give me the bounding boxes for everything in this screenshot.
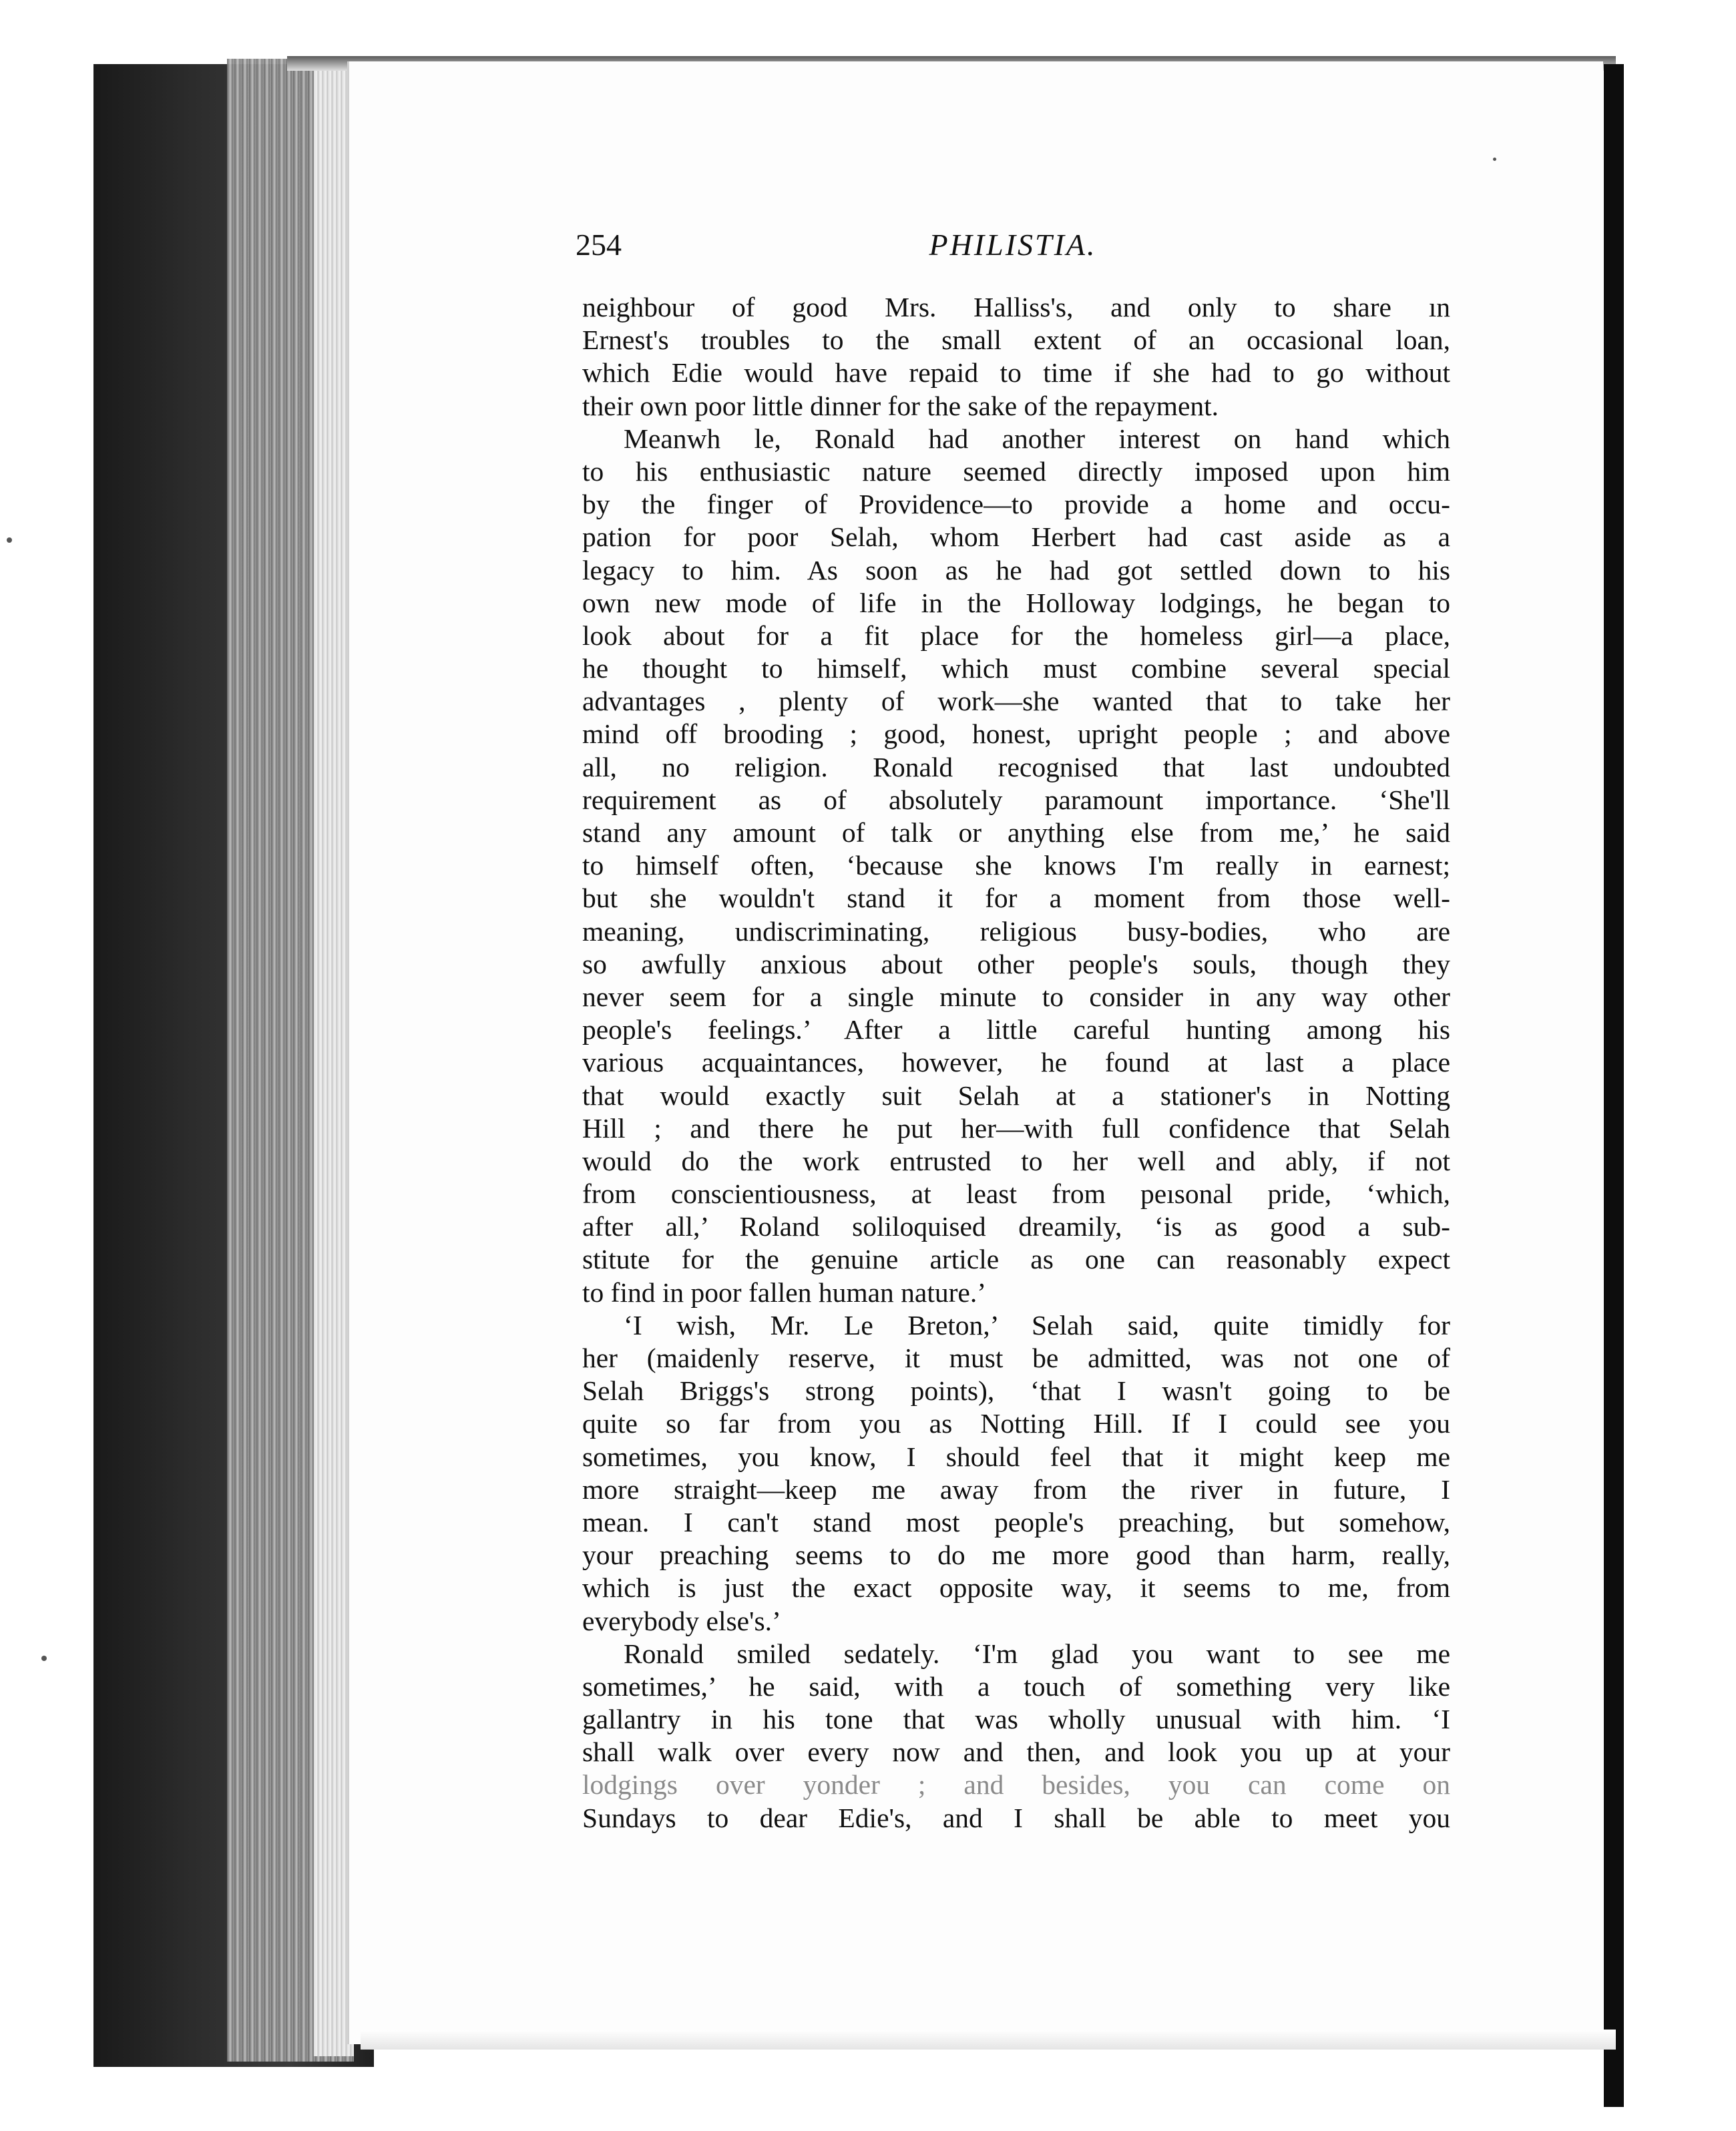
scan-speck	[7, 537, 12, 543]
text-line: to find in poor fallen human nature.’	[582, 1276, 987, 1308]
text-line: never seem for a single minute to consider in any way other	[582, 981, 1450, 1012]
text-line: neighbour of good Mrs. Halliss's, and only to share ın	[582, 292, 1450, 322]
text-line: Ronald smiled sedately. ‘I'm glad you want to see me	[624, 1638, 1450, 1669]
text-line: Sundays to dear Edie's, and I shall be able to meet you	[582, 1802, 1450, 1833]
text-line: everybody else's.’	[582, 1605, 781, 1636]
scan-speck	[41, 1656, 47, 1661]
text-line: advantages , plenty of work—she wanted that to take her	[582, 686, 1450, 717]
page-header	[576, 227, 1450, 274]
body-text	[582, 291, 1450, 1835]
text-line: look about for a fit place for the homeless girl—a place,	[582, 620, 1450, 651]
text-line: more straight—keep me away from the river in future, I	[582, 1473, 1450, 1505]
text-line: mind off brooding ; good, honest, upright people ; and above	[582, 718, 1450, 750]
text-line: sometimes, you know, I should feel that it might keep me	[582, 1441, 1450, 1472]
text-line: her (maidenly reserve, it must be admitted, was not one of	[582, 1343, 1450, 1373]
text-line: their own poor little dinner for the sake of the repayment.	[582, 390, 1219, 421]
text-line: so awfully anxious about other people's souls, though they	[582, 948, 1450, 979]
text-line: pation for poor Selah, whom Herbert had cast aside as a	[582, 521, 1450, 553]
text-line: mean. I can't stand most people's preaching, but somehow,	[582, 1506, 1450, 1537]
facing-page-edge	[1604, 64, 1624, 2107]
text-line: quite so far from you as Notting Hill. If I could see you	[582, 1408, 1450, 1439]
text-line: lodgings over yonder ; and besides, you can come on	[582, 1769, 1450, 1801]
text-line: stitute for the genuine article as one can reasonably expect	[582, 1244, 1450, 1275]
text-line: meaning, undiscriminating, religious busy-bodies, who are	[582, 915, 1450, 947]
running-title: PHILISTIA.	[929, 228, 1097, 262]
text-line: Ernest's troubles to the small extent of an occasional loan,	[582, 324, 1450, 356]
text-line: shall walk over every now and then, and look you up at your	[582, 1736, 1450, 1768]
text-line: Hill ; and there he put her—with full confidence that Selah	[582, 1112, 1450, 1144]
text-line: legacy to him. As soon as he had got settled down to his	[582, 554, 1450, 585]
text-line: to his enthusiastic nature seemed directly imposed upon him	[582, 455, 1450, 487]
text-line: all, no religion. Ronald recognised that last undoubted	[582, 751, 1450, 782]
text-line: your preaching seems to do me more good than harm, really,	[582, 1540, 1450, 1571]
text-line: sometimes,’ he said, with a touch of something very like	[582, 1670, 1450, 1702]
text-line: gallantry in his tone that was wholly unusual with him. ‘I	[582, 1704, 1450, 1735]
text-line: requirement as of absolutely paramount importance. ‘She'll	[582, 784, 1450, 815]
text-line: would do the work entrusted to her well and ably, if not	[582, 1145, 1450, 1176]
text-line: after all,’ Roland soliloquised dreamily, ‘is as good a sub-	[582, 1211, 1450, 1242]
text-line: various acquaintances, however, he found at last a place	[582, 1047, 1450, 1078]
text-line: Meanwh le, Ronald had another interest on hand which	[624, 423, 1450, 454]
text-line: own new mode of life in the Holloway lodgings, he began to	[582, 587, 1450, 618]
text-line: which is just the exact opposite way, it seems to me, from	[582, 1572, 1450, 1604]
text-line: but she wouldn't stand it for a moment from those well-	[582, 883, 1450, 914]
text-line: Selah Briggs's strong points), ‘that I wasn't going to be	[582, 1375, 1450, 1407]
page-bottom-shadow	[361, 2030, 1616, 2050]
text-line: to himself often, ‘because she knows I'm really in earnest;	[582, 850, 1450, 881]
text-line: from conscientiousness, at least from peısonal pride, ‘which,	[582, 1178, 1450, 1210]
text-line: he thought to himself, which must combine several special	[582, 653, 1450, 684]
text-line: ‘I wish, Mr. Le Breton,’ Selah said, quite timidly for	[624, 1309, 1450, 1341]
text-line: people's feelings.’ After a little careful hunting among his	[582, 1014, 1450, 1045]
text-line: stand any amount of talk or anything else from me,’ he said	[582, 817, 1450, 848]
page-number: 254	[576, 228, 622, 262]
text-line: that would exactly suit Selah at a stationer's in Notting	[582, 1080, 1450, 1111]
text-line: which Edie would have repaid to time if she had to go without	[582, 357, 1450, 389]
text-line: by the finger of Providence—to provide a home and occu-	[582, 489, 1450, 520]
scan-margin	[1624, 27, 1736, 2131]
scan-speck	[1493, 158, 1496, 161]
